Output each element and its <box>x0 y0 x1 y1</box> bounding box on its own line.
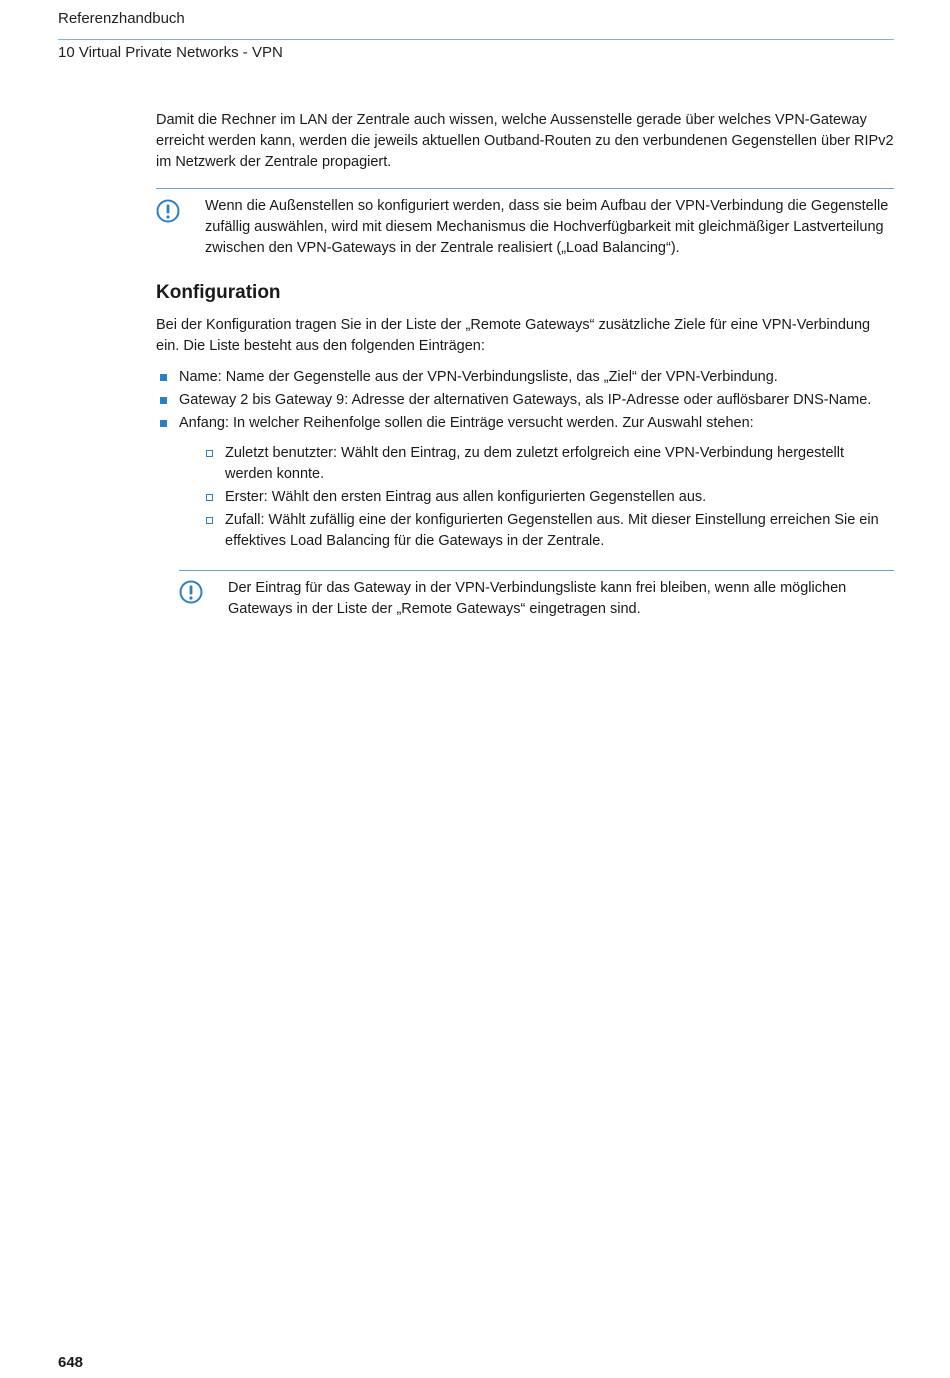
note-text: Der Eintrag für das Gateway in der VPN-Verbindungsliste kann frei bleiben, wenn alle möglichen Gateways in der Liste der „Remote Gateways“ eingetragen sind. <box>228 580 847 617</box>
running-header-title: Referenzhandbuch <box>58 10 185 27</box>
hollow-square-bullet-icon <box>206 450 213 457</box>
intro-paragraph: Damit die Rechner im LAN der Zentrale auch wissen, welche Aussenstelle gerade über welches VPN-Gateway erreicht werden kann, werden die jeweils aktuellen Outband-Routen zu den verbundenen Gegenstellen über RIPv2 im Netzwerk der Zentrale propagiert. <box>156 112 894 170</box>
list-item-text: Gateway 2 bis Gateway 9: Adresse der alternativen Gateways, als IP-Adresse oder auflösbarer DNS-Name. <box>179 392 872 408</box>
list-item <box>156 390 894 411</box>
hollow-square-bullet-icon <box>206 517 213 524</box>
page-content <box>156 110 894 620</box>
list-item <box>156 367 894 388</box>
running-header-chapter: 10 Virtual Private Networks - VPN <box>58 44 283 61</box>
section-heading: Konfiguration <box>156 282 281 303</box>
bullet-square-icon <box>160 374 167 381</box>
note-text: Wenn die Außenstellen so konfiguriert werden, dass sie beim Aufbau der VPN-Verbindung die Gegenstelle zufällig auswählen, wird mit diesem Mechanismus die Hochverfügbarkeit mit gleichmäßiger Lastverteilung zwischen den VPN-Gateways in der Zentrale realisiert („Load Balancing“). <box>205 198 889 256</box>
section-paragraph: Bei der Konfiguration tragen Sie in der Liste der „Remote Gateways“ zusätzliche Ziele für eine VPN-Verbindung ein. Die Liste besteht aus den folgenden Einträgen: <box>156 317 871 354</box>
sub-bullet-list <box>179 443 894 552</box>
note-box-nested <box>179 570 894 620</box>
exclamation-circle-icon <box>179 580 203 604</box>
sub-list-item-text: Zuletzt benutzter: Wählt den Eintrag, zu dem zuletzt erfolgreich eine VPN-Verbindung hergestellt werden konnte. <box>225 445 844 482</box>
sub-list-item <box>179 443 894 485</box>
list-item-text: Anfang: In welcher Reihenfolge sollen die Einträge versucht werden. Zur Auswahl stehen: <box>179 415 754 431</box>
exclamation-circle-icon <box>156 199 180 223</box>
hollow-square-bullet-icon <box>206 494 213 501</box>
bullet-list <box>156 367 894 552</box>
bullet-square-icon <box>160 397 167 404</box>
list-item-text: Name: Name der Gegenstelle aus der VPN-Verbindungsliste, das „Ziel“ der VPN-Verbindung. <box>179 369 778 385</box>
header-divider <box>58 39 894 40</box>
sub-list-item-text: Zufall: Wählt zufällig eine der konfigurierten Gegenstellen aus. Mit dieser Einstellung erreichen Sie ein effektives Load Balancing für die Gateways in der Zentrale. <box>225 512 879 549</box>
bullet-square-icon <box>160 420 167 427</box>
page-number: 648 <box>58 1354 84 1371</box>
sub-list-item <box>179 510 894 552</box>
sub-list-item-text: Erster: Wählt den ersten Eintrag aus allen konfigurierten Gegenstellen aus. <box>225 489 707 505</box>
note-box <box>156 188 894 259</box>
sub-list-item <box>179 487 894 508</box>
list-item <box>156 413 894 552</box>
